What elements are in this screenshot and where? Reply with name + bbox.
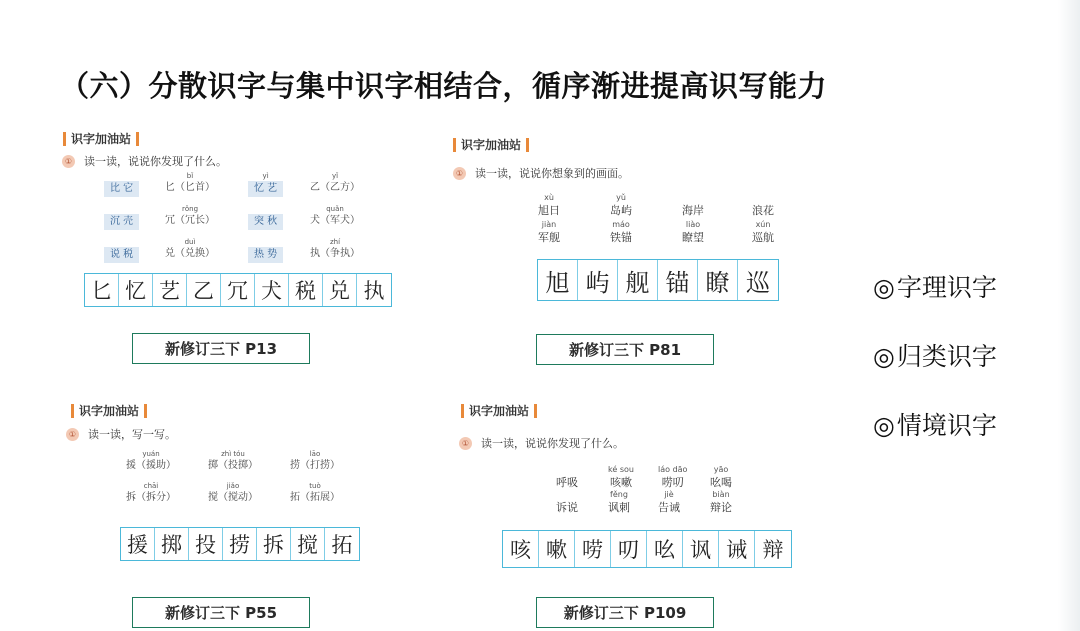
word-item: yāo 吆喝	[710, 465, 732, 489]
station-text: 识字加油站	[79, 404, 140, 418]
char-item: jiǎo 搅（搅动）	[208, 482, 258, 503]
word-item: liào 瞭望	[682, 220, 704, 244]
grid-cell: 犬	[255, 274, 289, 306]
page-edge-shadow	[1058, 0, 1080, 631]
char-row	[248, 171, 291, 197]
word-item: ké sou 咳嗽	[608, 465, 634, 489]
char-row	[126, 481, 184, 505]
char-item: tuò 拓（拓展）	[290, 482, 340, 503]
word-item: biàn 辩论	[710, 490, 732, 514]
grid-cell: 锚	[658, 260, 698, 300]
word-item: fěng 讽刺	[608, 490, 630, 514]
char-row	[104, 204, 147, 230]
char-item: zhí 执（争执）	[310, 238, 360, 259]
instruction-text: 读一读，说说你想象到的画面。	[475, 167, 629, 180]
grid-cell: 援	[121, 528, 155, 560]
panel-station-label	[448, 136, 534, 153]
word-item: jiè 告诫	[658, 490, 680, 514]
grid-cell: 旭	[538, 260, 578, 300]
station-text: 识字加油站	[461, 138, 522, 152]
char-item: duì 兑（兑换）	[165, 238, 215, 259]
word-item: 诉说	[556, 501, 578, 514]
method-label: 归类识字	[896, 342, 997, 371]
orange-bar-icon	[534, 404, 537, 418]
circled-number-icon: ①	[62, 155, 75, 168]
char-row	[165, 204, 223, 228]
char-item: rǒng 冗（冗长）	[165, 205, 215, 226]
grid-cell: 冗	[221, 274, 255, 306]
grid-cell: 匕	[85, 274, 119, 306]
double-circle-icon: ◎	[873, 273, 895, 302]
grid-cell: 掷	[155, 528, 189, 560]
panel-station-label	[66, 402, 152, 419]
char-row	[310, 171, 368, 195]
char-row	[290, 481, 348, 505]
instruction-text: 读一读，写一写。	[88, 428, 176, 441]
char-row	[104, 237, 147, 263]
grid-cell: 忆	[119, 274, 153, 306]
method-item	[873, 337, 997, 373]
panel-instruction	[66, 426, 176, 442]
orange-bar-icon	[526, 138, 529, 152]
panel-instruction	[459, 435, 624, 451]
grid-cell: 兑	[323, 274, 357, 306]
method-item	[873, 406, 997, 442]
grid-cell: 辩	[762, 538, 784, 562]
grid-cell: 搅	[291, 528, 325, 560]
grid-cell: 舰	[618, 260, 658, 300]
char-item: 沉 壳	[104, 204, 139, 230]
grid-cell: 巡	[746, 268, 770, 297]
char-item: yuán 援（援助）	[126, 450, 176, 471]
panel-instruction	[62, 153, 227, 169]
orange-bar-icon	[71, 404, 74, 418]
grid-cell: 吆	[647, 531, 683, 567]
char-row	[165, 237, 223, 261]
grid-cell: 讽	[683, 531, 719, 567]
textbook-ref-label: 新修订三下 P81	[536, 334, 714, 365]
grid-cell: 咳	[503, 531, 539, 567]
char-item: zhì tóu 掷（投掷）	[208, 450, 258, 471]
grid-cell: 税	[289, 274, 323, 306]
char-row	[290, 449, 348, 473]
writing-grid	[537, 259, 779, 301]
char-row	[126, 449, 184, 473]
orange-bar-icon	[136, 132, 139, 146]
char-item: 比 它	[104, 171, 139, 197]
char-item: quǎn 犬（军犬）	[310, 205, 360, 226]
char-row	[104, 171, 147, 197]
word-item: xù 旭日	[538, 193, 560, 217]
grid-cell: 屿	[578, 260, 618, 300]
word-item: jiàn 军舰	[538, 220, 560, 244]
textbook-ref-label: 新修订三下 P55	[132, 597, 310, 628]
word-item: yǔ 岛屿	[610, 193, 632, 217]
method-label: 情境识字	[896, 411, 997, 440]
circled-number-icon: ①	[453, 167, 466, 180]
double-circle-icon: ◎	[873, 411, 895, 440]
char-item: 突 秋	[248, 204, 283, 230]
textbook-ref-label: 新修订三下 P13	[132, 333, 310, 364]
word-item: 海岸	[682, 204, 704, 217]
grid-cell: 拆	[257, 528, 291, 560]
char-row	[310, 237, 368, 261]
double-circle-icon: ◎	[873, 342, 895, 371]
writing-grid	[84, 273, 392, 307]
char-row	[248, 237, 291, 263]
word-item: máo 铁锚	[610, 220, 632, 244]
orange-bar-icon	[461, 404, 464, 418]
grid-cell: 唠	[575, 531, 611, 567]
panel-instruction	[453, 165, 629, 181]
grid-cell: 瞭	[698, 260, 738, 300]
char-row	[165, 171, 223, 195]
textbook-ref-label: 新修订三下 P109	[536, 597, 714, 628]
method-item	[873, 268, 997, 304]
char-row	[310, 204, 368, 228]
char-item: bǐ 匕（匕首）	[165, 172, 215, 193]
char-item: yì 忆 艺	[248, 171, 283, 197]
grid-cell: 乙	[187, 274, 221, 306]
grid-cell: 叨	[611, 531, 647, 567]
page-title: （六）分散识字与集中识字相结合，循序渐进提高识写能力	[60, 69, 828, 103]
writing-grid	[502, 530, 792, 568]
grid-cell: 拓	[331, 533, 353, 557]
grid-cell: 捞	[223, 528, 257, 560]
circled-number-icon: ①	[459, 437, 472, 450]
orange-bar-icon	[453, 138, 456, 152]
char-row	[208, 449, 266, 473]
panel-station-label	[456, 402, 542, 419]
char-item: chāi 拆（拆分）	[126, 482, 176, 503]
panel-station-label	[58, 130, 144, 147]
char-item: lāo 捞（打捞）	[290, 450, 340, 471]
orange-bar-icon	[63, 132, 66, 146]
writing-grid	[120, 527, 360, 561]
word-item: 浪花	[752, 204, 774, 217]
station-text: 识字加油站	[469, 404, 530, 418]
method-label: 字理识字	[896, 273, 997, 302]
grid-cell: 嗽	[539, 531, 575, 567]
instruction-text: 读一读，说说你发现了什么。	[481, 437, 624, 450]
char-row	[248, 204, 291, 230]
grid-cell: 投	[189, 528, 223, 560]
instruction-text: 读一读，说说你发现了什么。	[84, 155, 227, 168]
grid-cell: 诫	[719, 531, 755, 567]
grid-cell: 执	[363, 279, 385, 303]
char-item: yǐ 乙（乙方）	[310, 172, 360, 193]
station-text: 识字加油站	[71, 132, 132, 146]
orange-bar-icon	[144, 404, 147, 418]
word-item: láo dāo 唠叨	[658, 465, 688, 489]
word-item: 呼吸	[556, 476, 578, 489]
char-item: 热 势	[248, 237, 283, 263]
word-item: xún 巡航	[752, 220, 774, 244]
char-item: 说 税	[104, 237, 139, 263]
grid-cell: 艺	[153, 274, 187, 306]
circled-number-icon: ①	[66, 428, 79, 441]
char-row	[208, 481, 266, 505]
